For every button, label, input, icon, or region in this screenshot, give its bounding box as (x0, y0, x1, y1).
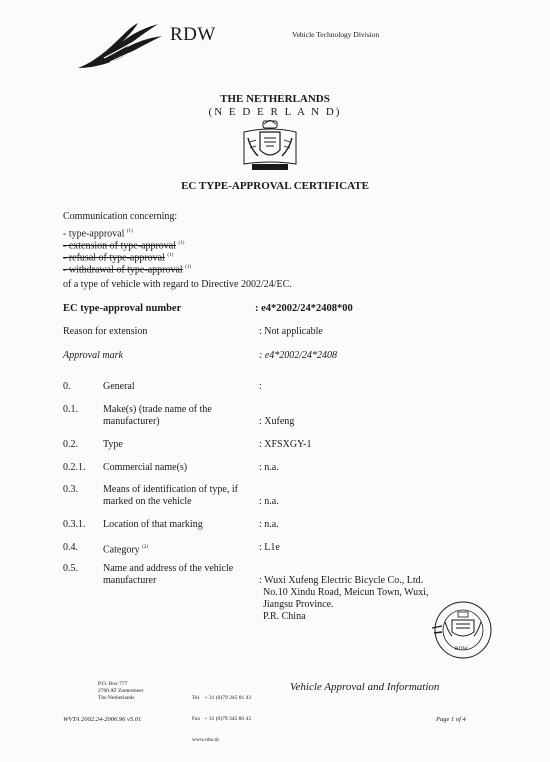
org-name: RDW (170, 24, 216, 45)
contact-line: Tel. + 31 (0)79 345 81 43 (192, 695, 252, 701)
item-label: General (103, 381, 135, 392)
item-value: : (259, 381, 262, 392)
item-value: : n.a. (259, 462, 279, 473)
item-label: Location of that marking (103, 519, 203, 530)
document-reference: WVTA 2002.24-2006.96 v5.01 (63, 716, 142, 723)
option-text: - extension of type-approval (63, 240, 177, 252)
approval-mark-label: Approval mark (63, 350, 123, 361)
item-label: Type (103, 439, 123, 450)
item-number: 0.3.1. (63, 519, 86, 530)
option-withdrawal (63, 261, 191, 277)
item-number: 0. (63, 381, 71, 392)
page-number: Page 1 of 4 (436, 716, 466, 723)
extension-label: Reason for extension (63, 326, 148, 337)
option-text: - type-approval (63, 228, 125, 240)
postal-line: The Netherlands (98, 695, 135, 701)
item-number: 0.5. (63, 563, 78, 574)
extension-value: : Not applicable (259, 326, 323, 337)
certificate-title: EC TYPE-APPROVAL CERTIFICATE (181, 180, 369, 192)
option-text: - withdrawal of type-approval (63, 264, 183, 276)
category-label: Category (103, 544, 140, 556)
postal-line: P.O. Box 777 (98, 681, 128, 687)
footer-postal (98, 681, 143, 702)
approval-number-label: EC type-approval number (63, 303, 182, 314)
approval-number-value: : e4*2002/24*2408*00 (255, 303, 353, 314)
coat-of-arms-icon (236, 120, 304, 176)
directive-line: of a type of vehicle with regard to Directive 2002/24/EC. (63, 279, 292, 290)
manufacturer-address (263, 587, 428, 623)
footnote-marker: (1) (185, 265, 192, 270)
contact-line: Fax + 31 (0)79 345 80 43 (192, 716, 252, 722)
footer-tagline: Vehicle Approval and Information (290, 681, 440, 693)
item-number: 0.3. (63, 484, 78, 495)
postal-line: 2700 AT Zoetermeer (98, 688, 144, 694)
address-line: Jiangsu Province. (263, 599, 334, 610)
contact-line: www.rdw.nl (192, 737, 219, 743)
item-label: Name and address of the vehicle manufacturer (103, 563, 234, 586)
communication-lead: Communication concerning: (63, 211, 178, 222)
item-label: Means of identification of type, if marked on the vehicle (103, 484, 238, 507)
item-number: 0.2.1. (63, 462, 86, 473)
item-value: : XFSXGY-1 (259, 439, 312, 450)
item-value: : n.a. (259, 519, 279, 530)
item-label (103, 542, 148, 556)
rdw-logo-icon (74, 18, 174, 74)
item-value: : n.a. (259, 496, 279, 507)
address-line: No.10 Xindu Road, Meicun Town, Wuxi, (263, 587, 429, 598)
item-number: 0.4. (63, 542, 78, 553)
footnote-marker: (1) (178, 241, 185, 246)
country-title: THE NETHERLANDS (220, 93, 330, 105)
item-label: Commercial name(s) (103, 462, 188, 473)
item-value: : L1e (259, 542, 280, 553)
stamp-text: RDW (455, 646, 468, 652)
option-text: - refusal of type-approval (63, 252, 165, 264)
item-number: 0.1. (63, 404, 78, 415)
item-number: 0.2. (63, 439, 78, 450)
item-label: Make(s) (trade name of the manufacturer) (103, 404, 212, 427)
footnote-marker: (2) (142, 545, 148, 550)
footnote-marker: (1) (126, 229, 133, 234)
footer-contact (192, 681, 251, 758)
address-line: P.R. China (263, 611, 306, 622)
division-name: Vehicle Technology Division (292, 30, 380, 39)
item-value: : Wuxi Xufeng Electric Bicycle Co., Ltd. (259, 575, 424, 586)
item-value: : Xufeng (259, 416, 295, 427)
country-native-title: (N E D E R L A N D) (208, 106, 342, 118)
footnote-marker: (1) (167, 253, 174, 258)
approval-mark-value: : e4*2002/24*2408 (259, 350, 338, 361)
